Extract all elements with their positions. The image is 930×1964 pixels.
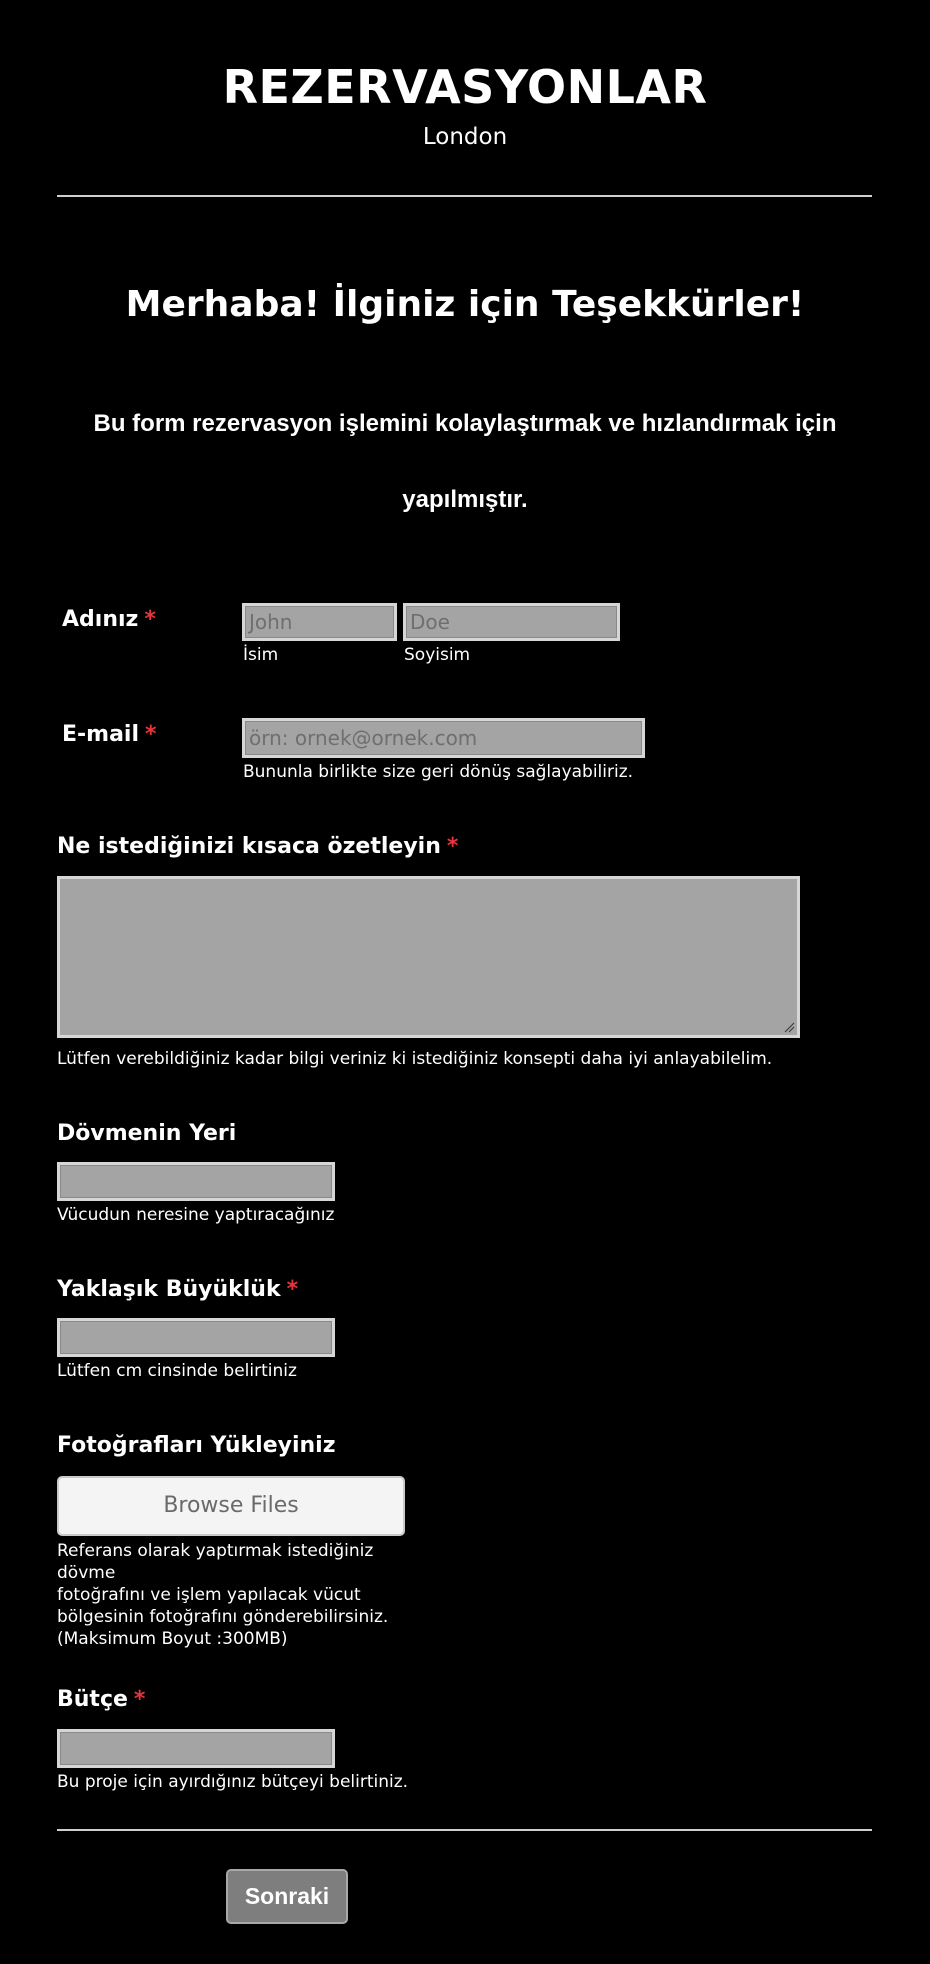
required-mark: * <box>145 722 157 747</box>
photos-help: Referans olarak yaptırmak istediğiniz dövme fotoğrafını ve işlem yapılacak vücut bölgesinin fotoğrafını gönderebilirsiniz. (Maksimum Boyut :300MB) <box>57 1541 389 1649</box>
required-mark: * <box>446 834 459 859</box>
last-name-input[interactable]: Doe <box>403 603 620 641</box>
email-help: Bununla birlikte size geri dönüş sağlayabiliriz. <box>243 762 634 782</box>
next-button[interactable]: Sonraki <box>226 1869 348 1924</box>
first-name-sublabel: İsim <box>243 645 279 665</box>
summary-help: Lütfen verebildiğiniz kadar bilgi veriniz ki istediğiniz konsepti daha iyi anlayabilelim. <box>57 1049 773 1069</box>
size-help: Lütfen cm cinsinde belirtiniz <box>57 1361 297 1381</box>
email-label-text: E-mail <box>62 722 140 747</box>
last-name-sublabel: Soyisim <box>404 645 471 665</box>
name-label-text: Adınız <box>62 607 139 632</box>
budget-label-text: Bütçe <box>57 1687 128 1712</box>
size-input[interactable] <box>57 1318 335 1357</box>
page-subtitle: London <box>422 124 508 150</box>
browse-files-button[interactable]: Browse Files <box>57 1476 405 1536</box>
budget-input[interactable] <box>57 1729 335 1768</box>
required-mark: * <box>133 1687 146 1712</box>
location-input[interactable] <box>57 1162 335 1201</box>
budget-help: Bu proje için ayırdığınız bütçeyi belirtiniz. <box>57 1772 409 1792</box>
required-mark: * <box>144 607 156 632</box>
header-divider <box>57 195 872 197</box>
email-input[interactable]: örn: ornek@ornek.com <box>242 718 645 758</box>
required-mark: * <box>286 1277 299 1302</box>
intro-text: Bu form rezervasyon işlemini kolaylaştırmak ve hızlandırmak için yapılmıştır. <box>93 410 837 513</box>
footer-divider <box>57 1829 872 1831</box>
summary-label-text: Ne istediğinizi kısaca özetleyin <box>57 834 441 859</box>
location-label: Dövmenin Yeri <box>57 1121 237 1146</box>
resize-handle-icon[interactable] <box>783 1021 795 1033</box>
first-name-input[interactable]: John <box>242 603 397 641</box>
budget-label <box>57 1687 145 1712</box>
size-label-text: Yaklaşık Büyüklük <box>57 1277 281 1302</box>
welcome-heading: Merhaba! İlginiz için Teşekkürler! <box>125 284 805 325</box>
size-label <box>57 1277 298 1302</box>
photos-label: Fotoğrafları Yükleyiniz <box>57 1433 336 1458</box>
name-label <box>62 607 156 632</box>
email-label <box>62 722 157 747</box>
page-title: REZERVASYONLAR <box>222 60 708 114</box>
summary-textarea[interactable] <box>57 876 800 1038</box>
location-help: Vücudun neresine yaptıracağınız <box>57 1205 335 1225</box>
summary-label <box>57 834 458 859</box>
